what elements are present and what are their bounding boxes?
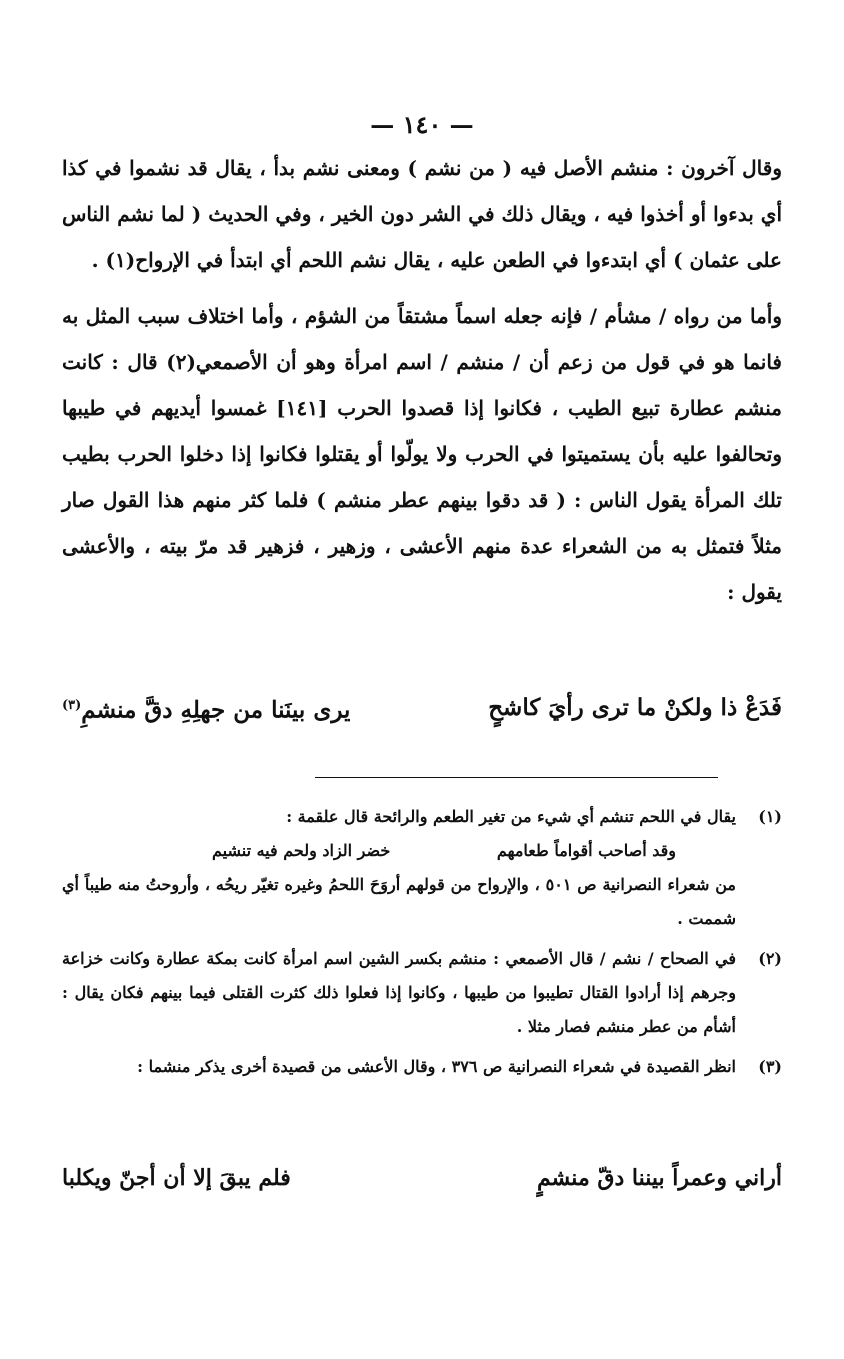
verse-first-hemistich: أراني وعمراً بيننا دقّ منشمٍ [537,1165,782,1191]
footnote-separator [315,777,718,778]
footnotes [62,800,782,1090]
paragraph: وقال آخرون : منشم الأصل فيه ( من نشم ) ومعنى نشم بدأ ، يقال قد نشموا في كذا أي بدءوا أو أخذوا فيه ، ويقال ذلك في الشر دون الخير ، وفي الحديث ( لما نشم الناس على عثمان ) أي ابتدءوا في الطعن عليه ، يقال نشم اللحم أي ابتدأ في الإرواح(١) . [62,156,782,272]
page-number: — ١٤٠ — [370,110,474,139]
footnote-number: (١) [758,807,782,826]
footnote-verse [62,834,736,868]
footnote-text: من شعراء النصرانية ص ٥٠١ ، والإرواح من قولهم أروَحَ اللحمُ وغيره تغيّر ريحُه ، وأروحتُ منه طيباً أي شممت . [62,875,736,928]
verse-second-text: يرى بينَنا من جهلِهِ دقَّ منشمِ [81,696,351,724]
footnote-number: (٢) [758,949,782,968]
footnote-verse-b: خضر الزاد ولحم فيه تنشيم [212,841,391,860]
footnote-verse-a: وقد أصاحب أقواماً طعامهم [496,841,676,860]
verse-first-hemistich: فَدَعْ ذا ولكنْ ما ترى رأيَ كاشحٍ [488,694,782,722]
footnote-number: (٣) [758,1057,782,1076]
footnote-3 [62,1050,782,1084]
footnote-2 [62,942,782,1044]
footnote-1 [62,800,782,936]
footnote-marker: (٣) [62,698,82,713]
footnote-text: انظر القصيدة في شعراء النصرانية ص ٣٧٦ ، وقال الأعشى من قصيدة أخرى يذكر منشما : [137,1057,736,1076]
footnote-text: في الصحاح / نشم / قال الأصمعي : منشم بكسر الشين اسم امرأة كانت بمكة عطارة وكانت خزاعة وجرهم إذا أرادوا القتال تطيبوا من طيبها ، وكانوا إذا فعلوا ذلك كثرت القتلى فيما بينهم فكان يقال : أشأم من عطر منشم فصار مثلا . [62,949,736,1036]
footnote-text: يقال في اللحم تنشم أي شيء من تغير الطعم والرائحة قال علقمة : [286,807,736,826]
footnote-body [62,800,736,936]
verse-second-hemistich: فلم يبقَ إلا أن أجنّ ويكلبا [62,1165,291,1191]
poem-verse [62,684,782,733]
paragraph: وأما من رواه / مشأم / فإنه جعله اسماً مشتقاً من الشؤم ، وأما اختلاف سبب المثل به فانما هو في قول من زعم أن / منشم / اسم امرأة وهو أن الأصمعي(٢) قال : كانت منشم عطارة تبيع الطيب ، فكانوا إذا قصدوا الحرب [١٤١] غمسوا أيديهم في طيبها وتحالفوا عليه بأن يستميتوا في الحرب ولا يولّوا أو يقتلوا فكانوا إذا دخلوا الحرب بطيب تلك المرأة يقول الناس : ( قد دقوا بينهم عطر منشم ) فلما كثر منهم هذا القول صار مثلاً فتمثل به من الشعراء عدة منهم الأعشى ، وزهير ، فزهير قد مرّ بيته ، والأعشى يقول : [62,304,782,604]
verse-second-hemistich [62,684,350,733]
main-text [62,145,782,615]
footnote-poem-verse [62,1158,782,1198]
